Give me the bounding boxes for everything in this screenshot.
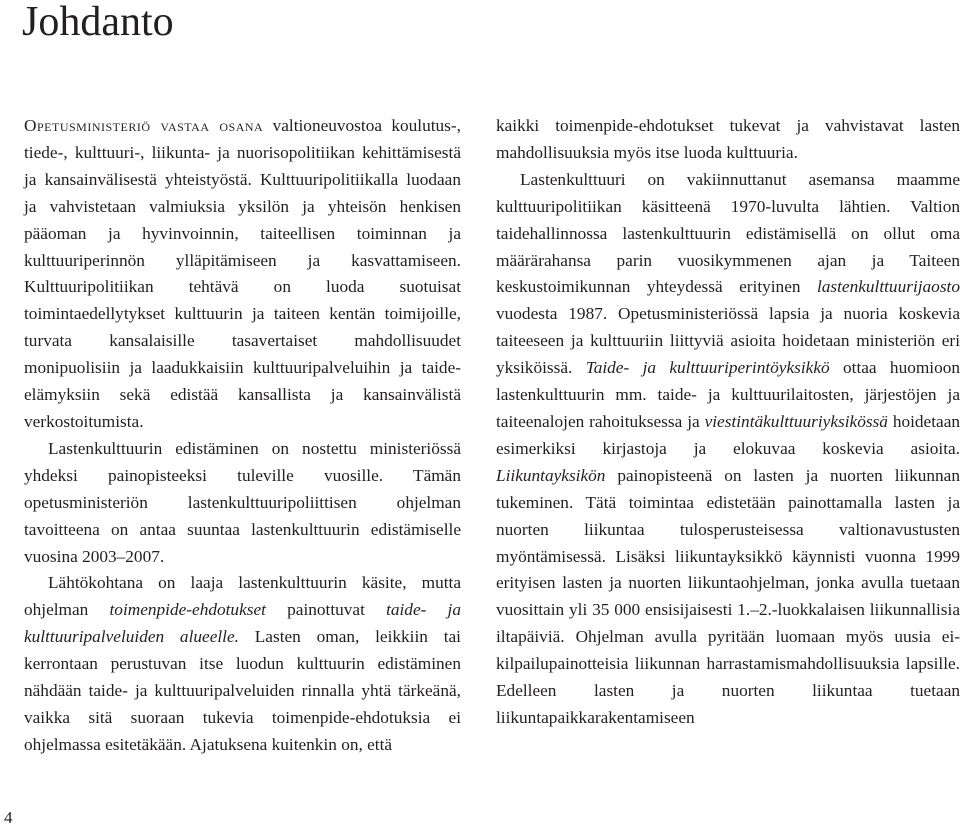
paragraph-3: [24, 570, 461, 758]
paragraph-4: kaikki toimenpide-ehdotukset tukevat ja vahvistavat lasten mahdollisuuksia myös itse luoda kulttuuria.: [496, 116, 960, 162]
paragraph-3-text-b: painottuvat: [265, 600, 387, 620]
emphasis-toimenpide-ehdotukset: toimenpide-ehdotukset: [109, 600, 266, 620]
emphasis-viestintakulttuuriyksikko: viestintäkulttuuriyksikössä: [704, 411, 888, 431]
paragraph-5-text-c: ottaa huomioon lastenkulttuurin mm. taide- ja kulttuurilaitosten, järjestöjen ja taiteenalojen rahoituksessa ja: [496, 358, 960, 431]
paragraph-5-text-e: painopisteenä on lasten ja nuorten liikunnan tukeminen. Tätä toimintaa edistetään painottamalla lasten ja nuorten liikuntaa tulosperusteisessa valtionavustusten myöntämisessä. Lisäksi liikuntayksikkö käynnisti vuonna 1999 erityisen lasten ja nuorten liikuntaohjelman, jonka avulla tuetaan vuosittain yli 35 000 ensisijaisesti 1.–2.-luokkalaisen liikunnallisia iltapäiviä. Ohjelman avulla pyritään luomaan myös uusia ei-kilpailupainotteisia liikunnan harrastamismahdollisuuksia lapsille. Edelleen lasten ja nuorten liikuntaa tuetaan liikuntapaikkarakentamiseen: [496, 465, 960, 727]
right-column: [496, 113, 960, 732]
paragraph-2: Lastenkulttuurin edistäminen on nostettu ministeriössä yhdeksi painopisteeksi tuleville vuosille. Tämän opetusministeriön lastenkulttuuripoliittisen ohjelman tavoitteena on antaa suuntaa lastenkulttuurin edistämiselle vuosina 2003–2007.: [24, 438, 461, 566]
paragraph-5-text-b: vuodesta 1987. Opetusministeriössä lapsia ja nuoria koskevia taiteeseen ja kulttuuriin liittyviä asioita hoidetaan ministeriön eri yksiköissä.: [496, 304, 960, 378]
paragraph-5-text-d: hoidetaan esimerkiksi kirjastoja ja elokuvaa koskevia asioita.: [496, 411, 960, 458]
lead-in-smallcaps: Opetusministeriö vastaa osana: [24, 116, 264, 135]
emphasis-taide-ja-kulttuuripalvelut: taide- ja kulttuuripalveluiden alueelle.: [24, 600, 461, 647]
page-number: 4: [4, 808, 13, 827]
paragraph-1-text: valtioneuvostoa koulutus-, tiede-, kulttuuri-, liikunta- ja nuorisopolitiikan kehittämisestä ja kansainvälisestä yhteistyöstä. Kulttuuripolitiikalla luodaan ja vahvistetaan valmiuksia yksilön ja yhteisön henkisen pääoman ja hyvinvoinnin, taiteellisen toiminnan ja kulttuuriperinnön ylläpitämiseen ja kasvattamiseen. Kulttuuripolitiikan tehtävä on luoda suotuisat toimintaedellytykset kulttuurin ja taiteen kentän toimijoille, turvata kansalaisille tasavertaiset mahdollisuudet monipuolisiin ja laadukkaisiin kulttuuripalveluihin ja taide-elämyksiin sekä edistää kansallista ja kansainvälistä verkostoitumista.: [24, 116, 461, 431]
emphasis-taide-ja-kulttuuriperintoyksikko: Taide- ja kulttuuriperintöyksikkö: [585, 358, 830, 378]
paragraph-5: [496, 167, 960, 732]
paragraph-1: [24, 113, 461, 436]
emphasis-liikuntayksikko: Liikuntayksikön: [496, 465, 606, 485]
paragraph-3-text-a: Lähtökohtana on laaja lastenkulttuurin käsite, mutta ohjelman: [24, 573, 461, 620]
page-title: Johdanto: [22, 0, 174, 45]
emphasis-lastenkulttuurijaosto: lastenkulttuurijaosto: [816, 277, 960, 297]
paragraph-5-text-a: Lastenkulttuuri on vakiinnuttanut asemansa maamme kulttuuripolitiikan käsitteenä 1970-luvulta lähtien. Valtion taidehallinnossa lastenkulttuurin edistämisellä on ollut oma määrärahansa parin vuosikymmenen ajan ja Taiteen keskustoimikunnan yhteydessä erityinen: [496, 169, 960, 297]
paragraph-3-text-c: Lasten oman, leikkiin tai kerrontaan perustuvan itse luodun kulttuurin edistäminen nähdään taide- ja kulttuuripalveluiden rinnalla yhtä tärkeänä, vaikka sitä suoraan tukevia toimenpide-ehdotuksia ei ohjelmassa esitetäkään. Ajatuksena kuitenkin on, että: [24, 627, 461, 754]
left-column: [24, 113, 461, 759]
